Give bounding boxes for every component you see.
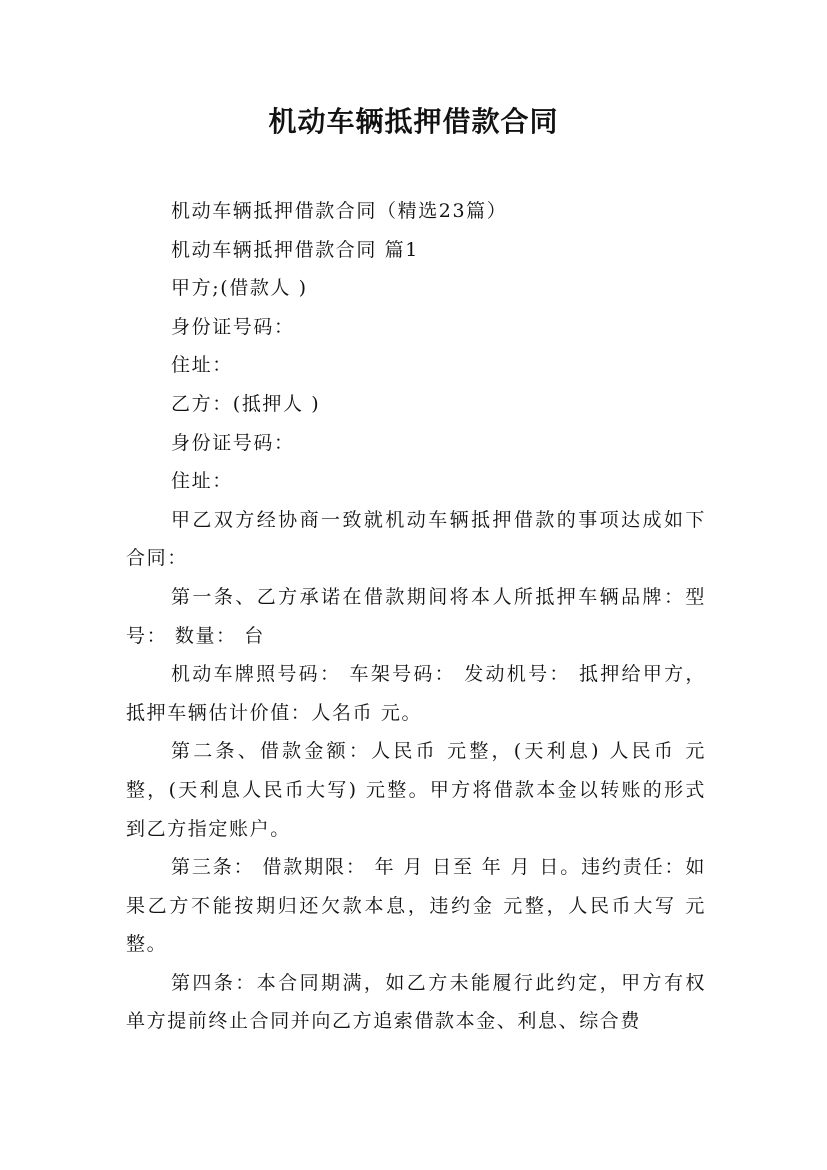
document-body [126, 192, 706, 1041]
paragraph-party-b-id: 身份证号码： [171, 431, 295, 454]
paragraph-party-a: 甲方;(借款人 ) [171, 277, 308, 300]
paragraph-party-b-address: 住址： [171, 470, 233, 493]
paragraph-article-3: 第三条： 借款期限： 年 月 日至 年 月 日。违约责任：如果乙方不能按期归还欠款本息，违约金 元整，人民币大写 元整。 [126, 856, 706, 956]
paragraph-party-b: 乙方：(抵押人 ) [171, 392, 321, 415]
document-title: 机动车辆抵押借款合同 [268, 105, 559, 138]
paragraph-section-title: 机动车辆抵押借款合同 篇1 [171, 238, 419, 261]
paragraph-party-a-address: 住址： [171, 354, 233, 377]
paragraph-article-4: 第四条：本合同期满，如乙方未能履行此约定，甲方有权单方提前终止合同并向乙方追索借款本金、利息、综合费 [126, 971, 706, 1033]
paragraph-vehicle-info: 机动车牌照号码： 车架号码： 发动机号： 抵押给甲方，抵押车辆估计价值：人名币 元。 [126, 663, 706, 724]
paragraph-party-a-id: 身份证号码： [171, 315, 295, 338]
paragraph-article-1: 第一条、乙方承诺在借款期间将本人所抵押车辆品牌：型号： 数量： 台 [126, 585, 706, 647]
paragraph-heading-collection: 机动车辆抵押借款合同（精选23篇） [171, 200, 508, 222]
paragraph-article-2: 第二条、借款金额：人民币 元整，(天利息) 人民币 元整，(天利息人民币大写) 元整。甲方将借款本金以转账的形式到乙方指定账户。 [126, 740, 706, 840]
paragraph-agreement-intro: 甲乙双方经协商一致就机动车辆抵押借款的事项达成如下合同： [126, 508, 706, 570]
